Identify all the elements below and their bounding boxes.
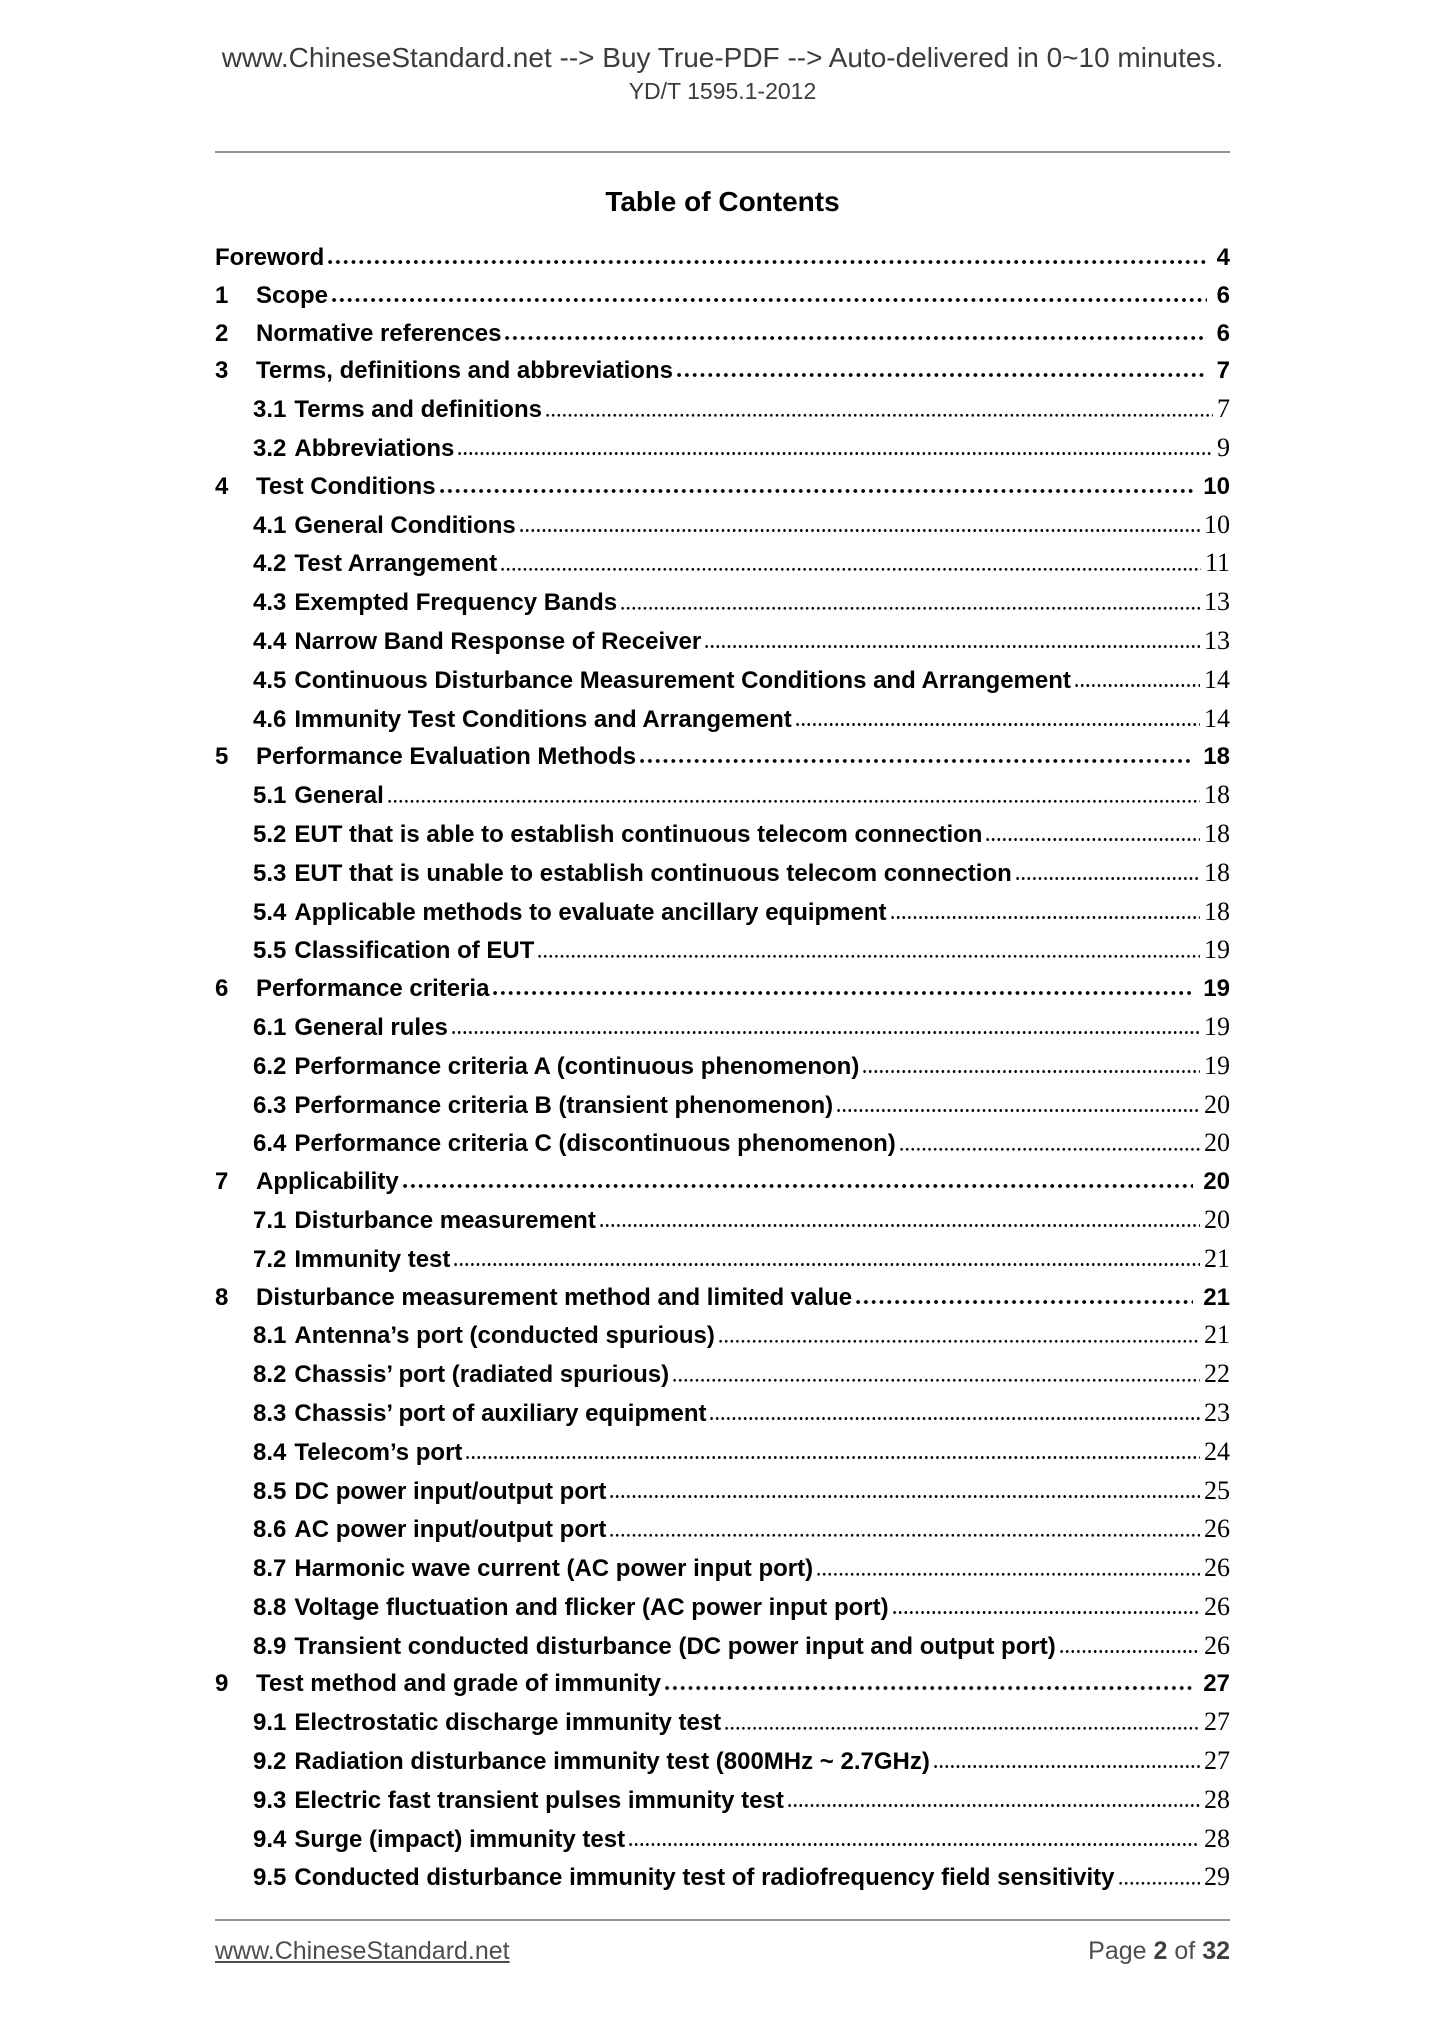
toc-entry <box>215 622 1230 661</box>
toc-entry <box>215 661 1230 700</box>
toc-entry-title: Harmonic wave current (AC power input port) <box>294 1555 814 1583</box>
toc-entry-title: Test Arrangement <box>294 550 498 578</box>
toc-entry-page: 20 <box>1203 1168 1230 1196</box>
toc-dot-leader <box>900 1147 1200 1152</box>
toc-entry-number: 6.3 <box>253 1091 287 1119</box>
toc-entry <box>215 931 1230 970</box>
toc-entry-title: Transient conducted disturbance (DC power input and output port) <box>294 1632 1056 1660</box>
toc-dot-leader <box>705 644 1200 649</box>
toc-dot-leader <box>452 1030 1200 1035</box>
toc-entry-page: 23 <box>1204 1397 1230 1427</box>
toc-entry <box>215 1510 1230 1549</box>
toc-entry-title: Performance criteria A (continuous phenomenon) <box>294 1052 860 1080</box>
toc-entry-page: 18 <box>1204 780 1230 810</box>
toc-entry-number: 4.1 <box>253 511 287 539</box>
toc-entry <box>215 429 1230 468</box>
toc-entry-title: DC power input/output port <box>294 1477 607 1505</box>
toc-entry-title: Test method and grade of immunity <box>256 1670 661 1698</box>
toc-entry <box>215 1316 1230 1355</box>
toc-dot-leader <box>520 528 1200 533</box>
toc-dot-leader <box>505 335 1206 341</box>
site-link[interactable]: www.ChineseStandard.net <box>215 1937 510 1966</box>
toc-entry <box>215 1047 1230 1086</box>
toc-dot-leader <box>328 259 1206 265</box>
toc-entry-number: 7.2 <box>253 1245 287 1273</box>
toc-entry <box>215 583 1230 622</box>
toc-entry-page: 20 <box>1204 1089 1230 1119</box>
toc-entry-page: 7 <box>1217 394 1230 424</box>
toc-entry-title: Telecom’s port <box>294 1438 463 1466</box>
toc-dot-leader <box>677 372 1207 378</box>
toc-entry-number: 8.2 <box>253 1361 287 1389</box>
toc-entry <box>215 1163 1230 1201</box>
toc-entry <box>215 1201 1230 1240</box>
page-label: Page <box>1088 1937 1147 1966</box>
toc-entry-title: Performance Evaluation Methods <box>256 743 637 771</box>
toc-dot-leader <box>640 758 1193 764</box>
toc-entry-number: 8.5 <box>253 1477 287 1505</box>
toc-dot-leader <box>1075 683 1200 688</box>
toc-entry <box>215 1355 1230 1394</box>
toc-entry-page: 21 <box>1203 1283 1230 1311</box>
toc-entry-page: 26 <box>1204 1591 1230 1621</box>
toc-entry <box>215 1820 1230 1859</box>
toc-entry-page: 10 <box>1204 509 1230 539</box>
toc-dot-leader <box>1060 1649 1200 1654</box>
toc-entry <box>215 1549 1230 1588</box>
toc-dot-leader <box>610 1494 1200 1499</box>
toc-dot-leader <box>501 567 1201 572</box>
toc-entry-title: Voltage fluctuation and flicker (AC power input port) <box>294 1593 889 1621</box>
toc-entry-page: 27 <box>1203 1670 1230 1698</box>
toc-dot-leader <box>986 837 1200 842</box>
toc-entry-page: 9 <box>1217 432 1230 462</box>
toc-entry-title: Disturbance measurement method and limited value <box>256 1283 853 1311</box>
toc-entry-number: 9.3 <box>253 1786 287 1814</box>
toc-entry-number: 5.2 <box>253 820 287 848</box>
toc-dot-leader <box>546 413 1213 418</box>
toc-entry-page: 26 <box>1204 1553 1230 1583</box>
toc-entry <box>215 468 1230 506</box>
toc-entry-number: 8.4 <box>253 1438 287 1466</box>
toc-entry-title: Disturbance measurement <box>294 1206 596 1234</box>
toc-entry-title: Performance criteria B (transient phenomenon) <box>294 1091 834 1119</box>
toc-entry-page: 14 <box>1204 703 1230 733</box>
toc-entry-title: Surge (impact) immunity test <box>294 1825 626 1853</box>
toc-entry-page: 21 <box>1204 1320 1230 1350</box>
toc-entry-page: 14 <box>1204 664 1230 694</box>
toc-entry <box>215 893 1230 932</box>
toc-dot-leader <box>629 1842 1200 1847</box>
toc-entry-title: Terms and definitions <box>294 396 542 424</box>
toc-entry-title: Chassis’ port (radiated spurious) <box>294 1361 670 1389</box>
toc-entry-page: 18 <box>1204 818 1230 848</box>
toc-entry-page: 29 <box>1204 1862 1230 1892</box>
toc-dot-leader <box>1119 1881 1200 1886</box>
toc-dot-leader <box>796 722 1200 727</box>
toc-entry <box>215 1588 1230 1627</box>
page-footer <box>215 1937 1230 1966</box>
toc-entry-number: 9.2 <box>253 1748 287 1776</box>
toc-entry-title: Performance criteria C (discontinuous phenomenon) <box>294 1130 896 1158</box>
toc-entry <box>215 1781 1230 1820</box>
toc-entry-page: 26 <box>1204 1630 1230 1660</box>
toc-entry-number: 1 <box>215 281 229 309</box>
toc-entry-title: Narrow Band Response of Receiver <box>294 627 702 655</box>
toc-entry-number: 5.1 <box>253 782 287 810</box>
toc-entry-number: 8 <box>215 1283 229 1311</box>
toc-entry-number: 9.4 <box>253 1825 287 1853</box>
toc-entry-number: 8.3 <box>253 1399 287 1427</box>
toc-entry-number: 6 <box>215 975 229 1003</box>
toc-entry-number: 5.4 <box>253 898 287 926</box>
toc-entry <box>215 1240 1230 1279</box>
page-total-number: 32 <box>1202 1937 1230 1966</box>
toc-entry <box>215 1742 1230 1781</box>
toc-entry-page: 13 <box>1204 587 1230 617</box>
header-banner: www.ChineseStandard.net --> Buy True-PDF --> Auto-delivered in 0~10 minutes. <box>221 42 1224 73</box>
toc-entry-number: 8.1 <box>253 1322 287 1350</box>
toc-entry-page: 28 <box>1204 1823 1230 1853</box>
toc-entry-page: 18 <box>1203 743 1230 771</box>
toc-entry-title: Radiation disturbance immunity test (800MHz ~ 2.7GHz) <box>294 1748 930 1776</box>
toc-entry-number: 2 <box>215 319 229 347</box>
toc-entry <box>215 1008 1230 1047</box>
toc-entry-number: 6.2 <box>253 1052 287 1080</box>
toc-entry-number: 7 <box>215 1168 229 1196</box>
toc-entry <box>215 776 1230 815</box>
toc-entry-number: 5 <box>215 743 229 771</box>
toc-entry-page: 26 <box>1204 1514 1230 1544</box>
toc-entry-page: 28 <box>1204 1784 1230 1814</box>
toc-dot-leader <box>665 1685 1193 1691</box>
toc-entry-page: 22 <box>1204 1359 1230 1389</box>
toc-entry <box>215 1124 1230 1163</box>
toc-entry-number: 6.1 <box>253 1013 287 1041</box>
toc-dot-leader <box>403 1183 1194 1189</box>
toc-entry-page: 20 <box>1204 1128 1230 1158</box>
toc-entry <box>215 970 1230 1008</box>
toc-entry-page: 19 <box>1204 935 1230 965</box>
toc-entry-title: Performance criteria <box>256 975 490 1003</box>
toc-entry <box>215 277 1230 315</box>
toc-entry-title: Applicable methods to evaluate ancillary equipment <box>294 898 887 926</box>
page-indicator <box>1088 1937 1230 1966</box>
toc-entry <box>215 1472 1230 1511</box>
toc-entry-title: Normative references <box>256 319 502 347</box>
toc-entry-title: Conducted disturbance immunity test of radiofrequency field sensitivity <box>294 1864 1115 1892</box>
toc-entry-page: 4 <box>1216 244 1230 271</box>
toc-entry-title: Exempted Frequency Bands <box>294 589 618 617</box>
toc-dot-leader <box>710 1416 1200 1421</box>
toc-entry-page: 18 <box>1204 857 1230 887</box>
doc-number: YD/T 1595.1-2012 <box>628 78 817 104</box>
toc-entry-number: 4.5 <box>253 666 287 694</box>
toc-entry-title: Applicability <box>256 1168 399 1196</box>
toc-entry <box>215 506 1230 545</box>
toc-entry-title: AC power input/output port <box>294 1516 607 1544</box>
toc-dot-leader <box>788 1803 1200 1808</box>
toc-dot-leader <box>610 1533 1200 1538</box>
toc-entry <box>215 1086 1230 1125</box>
toc-dot-leader <box>440 488 1194 494</box>
toc-entry <box>215 738 1230 776</box>
toc-entry <box>215 1665 1230 1703</box>
toc-dot-leader <box>863 1069 1200 1074</box>
toc-entry-title: General Conditions <box>294 511 516 539</box>
toc-entry <box>215 1627 1230 1666</box>
header-divider <box>215 151 1230 153</box>
toc-entry-number: 9.5 <box>253 1864 287 1892</box>
toc-entry-title: Scope <box>256 281 329 309</box>
toc-entry-number: 5.5 <box>253 937 287 965</box>
toc-dot-leader <box>621 606 1200 611</box>
toc-dot-leader <box>493 990 1193 996</box>
toc-entry-title: Foreword <box>215 244 325 271</box>
toc-entry-page: 19 <box>1204 1050 1230 1080</box>
toc-entry <box>215 1858 1230 1897</box>
page-current-number: 2 <box>1153 1937 1168 1966</box>
toc-entry-number: 4.3 <box>253 589 287 617</box>
toc-entry-number: 6.4 <box>253 1130 287 1158</box>
toc-entry <box>215 1279 1230 1317</box>
toc-entry-title: EUT that is unable to establish continuous telecom connection <box>294 859 1012 887</box>
toc-dot-leader <box>466 1455 1200 1460</box>
toc-entry-page: 24 <box>1204 1436 1230 1466</box>
toc-entry <box>215 1703 1230 1742</box>
toc-dot-leader <box>600 1223 1200 1228</box>
toc-entry-number: 7.1 <box>253 1206 287 1234</box>
toc-dot-leader <box>934 1764 1200 1769</box>
toc-entry-title: Antenna’s port (conducted spurious) <box>294 1322 715 1350</box>
toc-entry-page: 25 <box>1204 1475 1230 1505</box>
toc-entry <box>215 352 1230 390</box>
toc-entry <box>215 700 1230 739</box>
toc-entry-number: 5.3 <box>253 859 287 887</box>
toc-entry-number: 8.8 <box>253 1593 287 1621</box>
toc-entry <box>215 1433 1230 1472</box>
toc-dot-leader <box>893 1610 1200 1615</box>
toc-entry-title: Continuous Disturbance Measurement Conditions and Arrangement <box>294 666 1071 694</box>
toc-entry-number: 3.1 <box>253 396 287 424</box>
toc-entry-page: 10 <box>1203 472 1230 500</box>
toc-entry-number: 8.7 <box>253 1555 287 1583</box>
toc-entry-title: Test Conditions <box>256 472 436 500</box>
toc-dot-leader <box>1016 876 1200 881</box>
footer-divider <box>215 1919 1230 1921</box>
toc-entry-page: 19 <box>1203 975 1230 1003</box>
toc-entry-title: Abbreviations <box>294 434 455 462</box>
toc-entry <box>215 544 1230 583</box>
toc-entry-number: 4 <box>215 472 229 500</box>
toc-entry-title: General rules <box>294 1013 448 1041</box>
toc-entry-title: Terms, definitions and abbreviations <box>256 357 673 385</box>
toc-entry-title: Electrostatic discharge immunity test <box>294 1709 722 1737</box>
toc-entry-number: 4.4 <box>253 627 287 655</box>
toc-entry-title: Chassis’ port of auxiliary equipment <box>294 1399 707 1427</box>
toc-entry-number: 3.2 <box>253 434 287 462</box>
toc-entry-page: 27 <box>1204 1746 1230 1776</box>
toc-dot-leader <box>454 1262 1200 1267</box>
toc-dot-leader <box>388 799 1200 804</box>
toc-entry-title: Electric fast transient pulses immunity test <box>294 1786 784 1814</box>
toc-entry-number: 9.1 <box>253 1709 287 1737</box>
toc-entry-number: 4.2 <box>253 550 287 578</box>
toc-entry-page: 21 <box>1204 1243 1230 1273</box>
toc-entry-page: 18 <box>1204 896 1230 926</box>
toc-entry-page: 19 <box>1204 1011 1230 1041</box>
toc-dot-leader <box>891 915 1200 920</box>
toc-entry-number: 3 <box>215 357 229 385</box>
toc-entry <box>215 815 1230 854</box>
toc-entry-number: 9 <box>215 1670 229 1698</box>
toc-dot-leader <box>458 451 1213 456</box>
toc-entry-title: Immunity Test Conditions and Arrangement <box>294 705 792 733</box>
toc-entry <box>215 390 1230 429</box>
toc-dot-leader <box>719 1339 1200 1344</box>
toc-entry-number: 4.6 <box>253 705 287 733</box>
toc-entry-page: 6 <box>1216 319 1230 347</box>
toc-entry <box>215 1394 1230 1433</box>
toc-dot-leader <box>673 1378 1200 1383</box>
toc-dot-leader <box>725 1726 1200 1731</box>
toc-entry-page: 6 <box>1216 281 1230 309</box>
of-label: of <box>1174 1937 1196 1966</box>
toc-title: Table of Contents <box>605 186 840 217</box>
toc-list <box>215 239 1230 1897</box>
toc-entry-page: 7 <box>1216 357 1230 385</box>
toc-entry-title: Classification of EUT <box>294 937 535 965</box>
toc-entry-page: 20 <box>1204 1204 1230 1234</box>
toc-entry-page: 13 <box>1204 625 1230 655</box>
toc-dot-leader <box>817 1572 1200 1577</box>
toc-entry-number: 8.9 <box>253 1632 287 1660</box>
toc-entry-title: General <box>294 782 384 810</box>
toc-entry-page: 11 <box>1204 548 1230 578</box>
toc-entry-title: Immunity test <box>294 1245 451 1273</box>
toc-entry <box>215 854 1230 893</box>
toc-entry <box>215 315 1230 353</box>
toc-entry-title: EUT that is able to establish continuous telecom connection <box>294 820 983 848</box>
page-header <box>0 0 1445 106</box>
toc-entry <box>215 239 1230 277</box>
toc-dot-leader <box>538 954 1200 959</box>
toc-entry-number: 8.6 <box>253 1516 287 1544</box>
toc-dot-leader <box>856 1299 1193 1305</box>
toc-dot-leader <box>332 297 1207 303</box>
toc-dot-leader <box>837 1108 1200 1113</box>
toc-entry-page: 27 <box>1204 1707 1230 1737</box>
